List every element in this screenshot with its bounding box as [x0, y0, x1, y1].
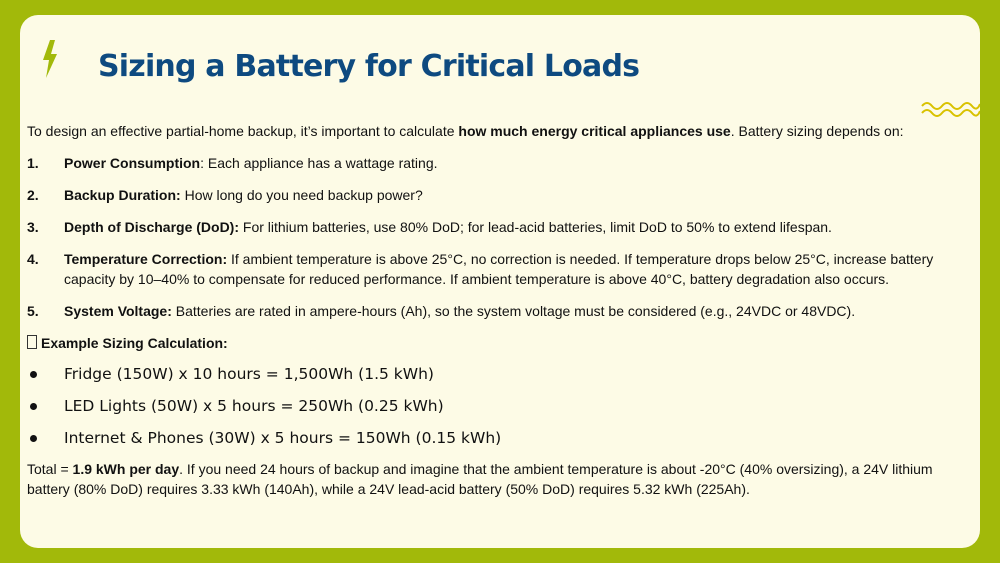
bullet-icon	[30, 403, 37, 410]
bullet-icon	[30, 371, 37, 378]
missing-glyph-icon	[27, 335, 37, 349]
example-heading: Example Sizing Calculation:	[27, 333, 973, 353]
list-item: LED Lights (50W) x 5 hours = 250Wh (0.25 kWh)	[27, 395, 973, 417]
wave-decoration-icon	[920, 99, 980, 119]
slide-content	[27, 121, 973, 499]
intro-paragraph: To design an effective partial-home backup, it’s important to calculate how much energy critical appliances use. Battery sizing depends on:	[27, 123, 904, 139]
list-item: 2. Backup Duration: How long do you need backup power?	[27, 187, 423, 203]
lightning-bolt-icon	[41, 40, 59, 78]
bullet-icon	[30, 435, 37, 442]
list-item: Fridge (150W) x 10 hours = 1,500Wh (1.5 kWh)	[27, 363, 973, 385]
list-item: 3. Depth of Discharge (DoD): For lithium batteries, use 80% DoD; for lead-acid batteries, limit DoD to 50% to extend lifespan.	[27, 219, 832, 235]
list-item: Internet & Phones (30W) x 5 hours = 150Wh (0.15 kWh)	[27, 427, 973, 449]
slide-card	[20, 15, 980, 548]
intro-emphasis: how much energy critical appliances use	[458, 123, 731, 139]
total-emphasis: 1.9 kWh per day	[72, 461, 180, 477]
list-item: 5. System Voltage: Batteries are rated in ampere-hours (Ah), so the system voltage must be considered (e.g., 24VDC or 48VDC).	[27, 303, 856, 319]
list-item: 4. Temperature Correction: If ambient temperature is above 25°C, no correction is needed. If temperature drops below 25°C, increase battery capacity by 10–40% to compensate for reduced performance. If ambient temperature is above 40°C, battery degradation also occurs.	[27, 251, 934, 287]
calculation-list	[27, 363, 973, 449]
list-item: 1. Power Consumption: Each appliance has a wattage rating.	[27, 155, 438, 171]
slide-title: Sizing a Battery for Critical Loads	[98, 49, 640, 84]
sizing-factors-list	[27, 153, 973, 321]
total-paragraph: Total = 1.9 kWh per day. If you need 24 hours of backup and imagine that the ambient temperature is about -20°C (40% oversizing), a 24V lithium battery (80% DoD) requires 3.33 kWh (140Ah), while a 24V lead-acid battery (50% DoD) requires 5.32 kWh (225Ah).	[27, 461, 933, 497]
